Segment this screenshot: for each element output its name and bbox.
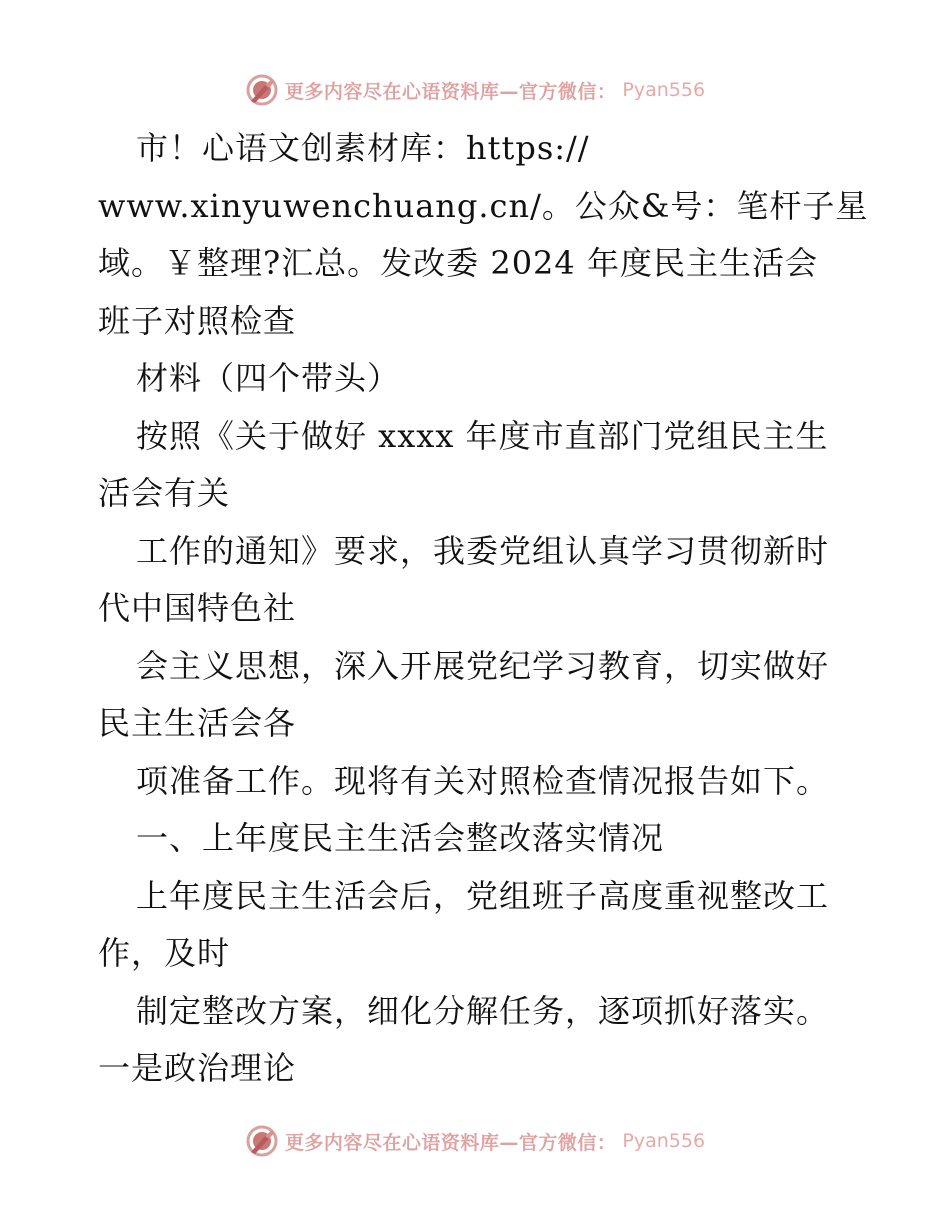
- pen-nib-logo-icon: [245, 73, 279, 107]
- text-line: 上年度民主生活会后，党组班子高度重视整改工: [136, 876, 830, 915]
- text-line: 一、上年度民主生活会整改落实情况: [136, 819, 665, 857]
- text-line: 域。￥整理?汇总。发改委 2024 年度民主生活会: [98, 244, 818, 282]
- text-line: 按照《关于做好 xxxx 年度市直部门党组民主生: [136, 416, 829, 455]
- text-line: 民主生活会各: [98, 704, 297, 742]
- text-line: 制定整改方案，细化分解任务，逐项抓好落实。: [136, 991, 830, 1030]
- pen-nib-logo-icon: [245, 1124, 279, 1158]
- banner-wechat-id: Pyan556: [622, 1130, 706, 1152]
- text-line: 一是政治理论: [98, 1049, 297, 1087]
- document-body: [98, 120, 869, 1098]
- text-line: 会主义思想，深入开展党纪学习教育，切实做好: [136, 646, 830, 685]
- header-watermark-banner: [0, 70, 950, 110]
- text-line: www.xinyuwenchuang.cn/。公众&号：笔杆子星: [98, 186, 869, 225]
- text-line: 活会有关: [98, 474, 231, 512]
- text-line: 材料（四个带头）: [136, 359, 401, 397]
- footer-watermark-banner: [0, 1121, 950, 1161]
- text-line: 市！心语文创素材库：https://: [136, 129, 590, 167]
- text-line: 项准备工作。现将有关对照检查情况报告如下。: [136, 761, 830, 800]
- text-line: 班子对照检查: [98, 301, 297, 340]
- banner-text: 更多内容尽在心语资料库—官方微信：: [284, 1131, 617, 1154]
- text-line: 作，及时: [98, 934, 231, 972]
- banner-text: 更多内容尽在心语资料库—官方微信：: [284, 80, 617, 103]
- text-line: 工作的通知》要求，我委党组认真学习贯彻新时: [136, 531, 830, 570]
- banner-wechat-id: Pyan556: [622, 79, 706, 101]
- text-line: 代中国特色社: [98, 589, 297, 627]
